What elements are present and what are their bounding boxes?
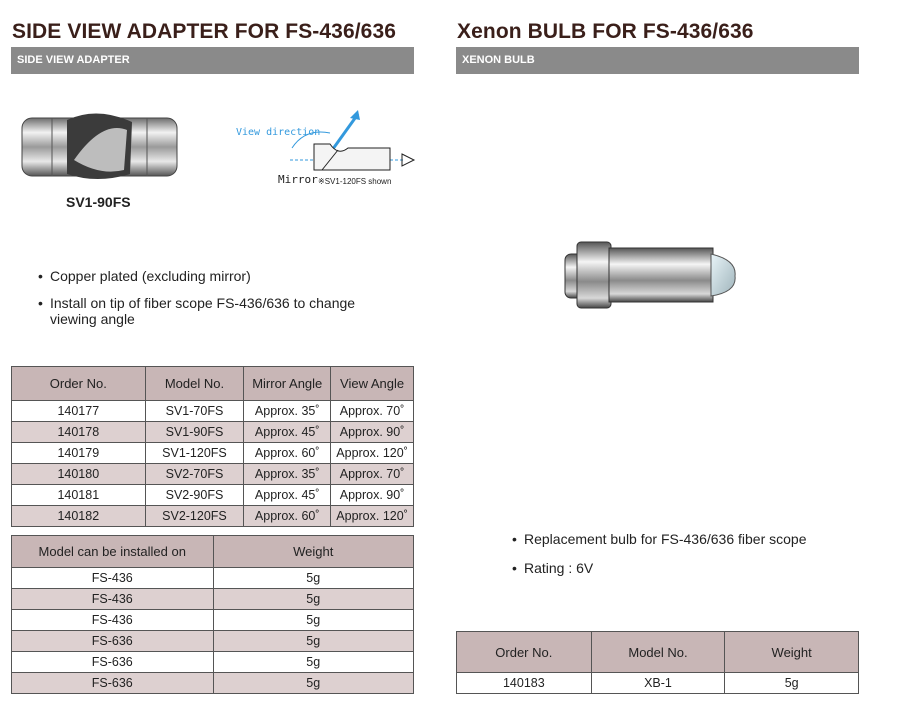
cell-installed-on: FS-436 [12,589,214,610]
col-view-angle: View Angle [331,367,414,401]
cell-order-no: 140177 [12,401,146,422]
cell-weight: 5g [213,589,414,610]
cell-view-angle: Approx. 90˚ [331,422,414,443]
cell-model-no: SV1-70FS [145,401,244,422]
cell-weight: 5g [213,673,414,694]
cell-weight: 5g [213,568,414,589]
feature-item: • Replacement bulb for FS-436/636 fiber scope [510,531,870,547]
cell-order-no: 140180 [12,464,146,485]
adapter-features [36,268,396,338]
cell-order-no: 140181 [12,485,146,506]
col-weight: Weight [213,536,414,568]
adapter-order-table [11,366,414,527]
cell-order-no: 140179 [12,443,146,464]
table-row [12,464,414,485]
col-model-no: Model No. [145,367,244,401]
cell-weight: 5g [213,631,414,652]
cell-order-no: 140183 [457,673,592,694]
col-installed-on: Model can be installed on [12,536,214,568]
bulb-order-table [456,631,859,694]
table-row [12,610,414,631]
cell-view-angle: Approx. 120˚ [331,506,414,527]
cell-mirror-angle: Approx. 35˚ [244,464,331,485]
bulb-features [510,531,870,587]
view-direction-diagram [230,108,420,188]
cell-mirror-angle: Approx. 45˚ [244,422,331,443]
table-row [12,422,414,443]
cell-weight: 5g [213,610,414,631]
cell-mirror-angle: Approx. 60˚ [244,506,331,527]
bulb-title: Xenon BULB FOR FS-436/636 [457,20,754,43]
cell-mirror-angle: Approx. 60˚ [244,443,331,464]
bulb-section-bar: XENON BULB [456,47,859,74]
cell-model-no: SV1-120FS [145,443,244,464]
cell-model-no: XB-1 [591,673,725,694]
table-row [12,652,414,673]
table-row [12,401,414,422]
cell-mirror-angle: Approx. 45˚ [244,485,331,506]
table-row [12,631,414,652]
cell-order-no: 140178 [12,422,146,443]
col-order-no: Order No. [457,632,592,673]
cell-view-angle: Approx. 120˚ [331,443,414,464]
bulb-product-image [555,230,745,320]
adapter-product-label: SV1-90FS [66,194,131,210]
table-row [12,673,414,694]
cell-view-angle: Approx. 70˚ [331,401,414,422]
cell-model-no: SV2-70FS [145,464,244,485]
cell-weight: 5g [725,673,859,694]
feature-item: • Rating : 6V [510,560,870,576]
col-order-no: Order No. [12,367,146,401]
mirror-label: Mirror [278,173,318,186]
cell-model-no: SV2-120FS [145,506,244,527]
adapter-title: SIDE VIEW ADAPTER FOR FS-436/636 [12,20,397,43]
cell-view-angle: Approx. 70˚ [331,464,414,485]
col-weight: Weight [725,632,859,673]
diagram-note: ※SV1-120FS shown [318,177,392,186]
cell-mirror-angle: Approx. 35˚ [244,401,331,422]
table-row [12,485,414,506]
table-row [12,568,414,589]
adapter-section-bar: SIDE VIEW ADAPTER [11,47,414,74]
feature-item: • Install on tip of fiber scope FS-436/636 to change viewing angle [36,295,396,327]
cell-installed-on: FS-436 [12,610,214,631]
cell-model-no: SV2-90FS [145,485,244,506]
feature-item: • Copper plated (excluding mirror) [36,268,396,284]
cell-view-angle: Approx. 90˚ [331,485,414,506]
cell-order-no: 140182 [12,506,146,527]
view-direction-label: View direction [236,127,321,138]
adapter-compatibility-table [11,535,414,694]
cell-installed-on: FS-636 [12,673,214,694]
table-row [12,506,414,527]
cell-installed-on: FS-636 [12,652,214,673]
col-mirror-angle: Mirror Angle [244,367,331,401]
table-row [12,443,414,464]
cell-installed-on: FS-436 [12,568,214,589]
table-row [12,589,414,610]
cell-weight: 5g [213,652,414,673]
col-model-no: Model No. [591,632,725,673]
table-row [457,673,859,694]
cell-model-no: SV1-90FS [145,422,244,443]
cell-installed-on: FS-636 [12,631,214,652]
